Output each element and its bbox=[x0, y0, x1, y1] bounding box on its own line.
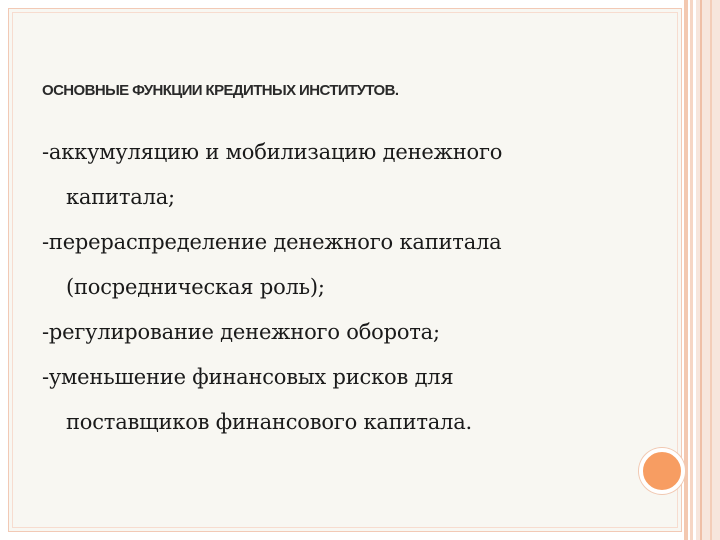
orange-circle-icon bbox=[639, 448, 685, 494]
bullet-item: -регулирование денежного оборота; bbox=[42, 320, 440, 344]
decorative-band bbox=[700, 0, 702, 540]
bullet-item: -аккумуляцию и мобилизацию денежного капитала; bbox=[42, 140, 503, 209]
decorative-band bbox=[684, 0, 688, 540]
bullet-list bbox=[42, 130, 602, 445]
decorative-band bbox=[710, 0, 712, 540]
bullet-item: -уменьшение финансовых рисков для поставщиков финансового капитала. bbox=[42, 365, 472, 434]
decorative-band bbox=[690, 0, 693, 540]
bullet-item: -перераспределение денежного капитала (посредническая роль); bbox=[42, 230, 502, 299]
slide-title: ОСНОВНЫЕ ФУНКЦИИ КРЕДИТНЫХ ИНСТИТУТОВ. bbox=[42, 82, 399, 99]
